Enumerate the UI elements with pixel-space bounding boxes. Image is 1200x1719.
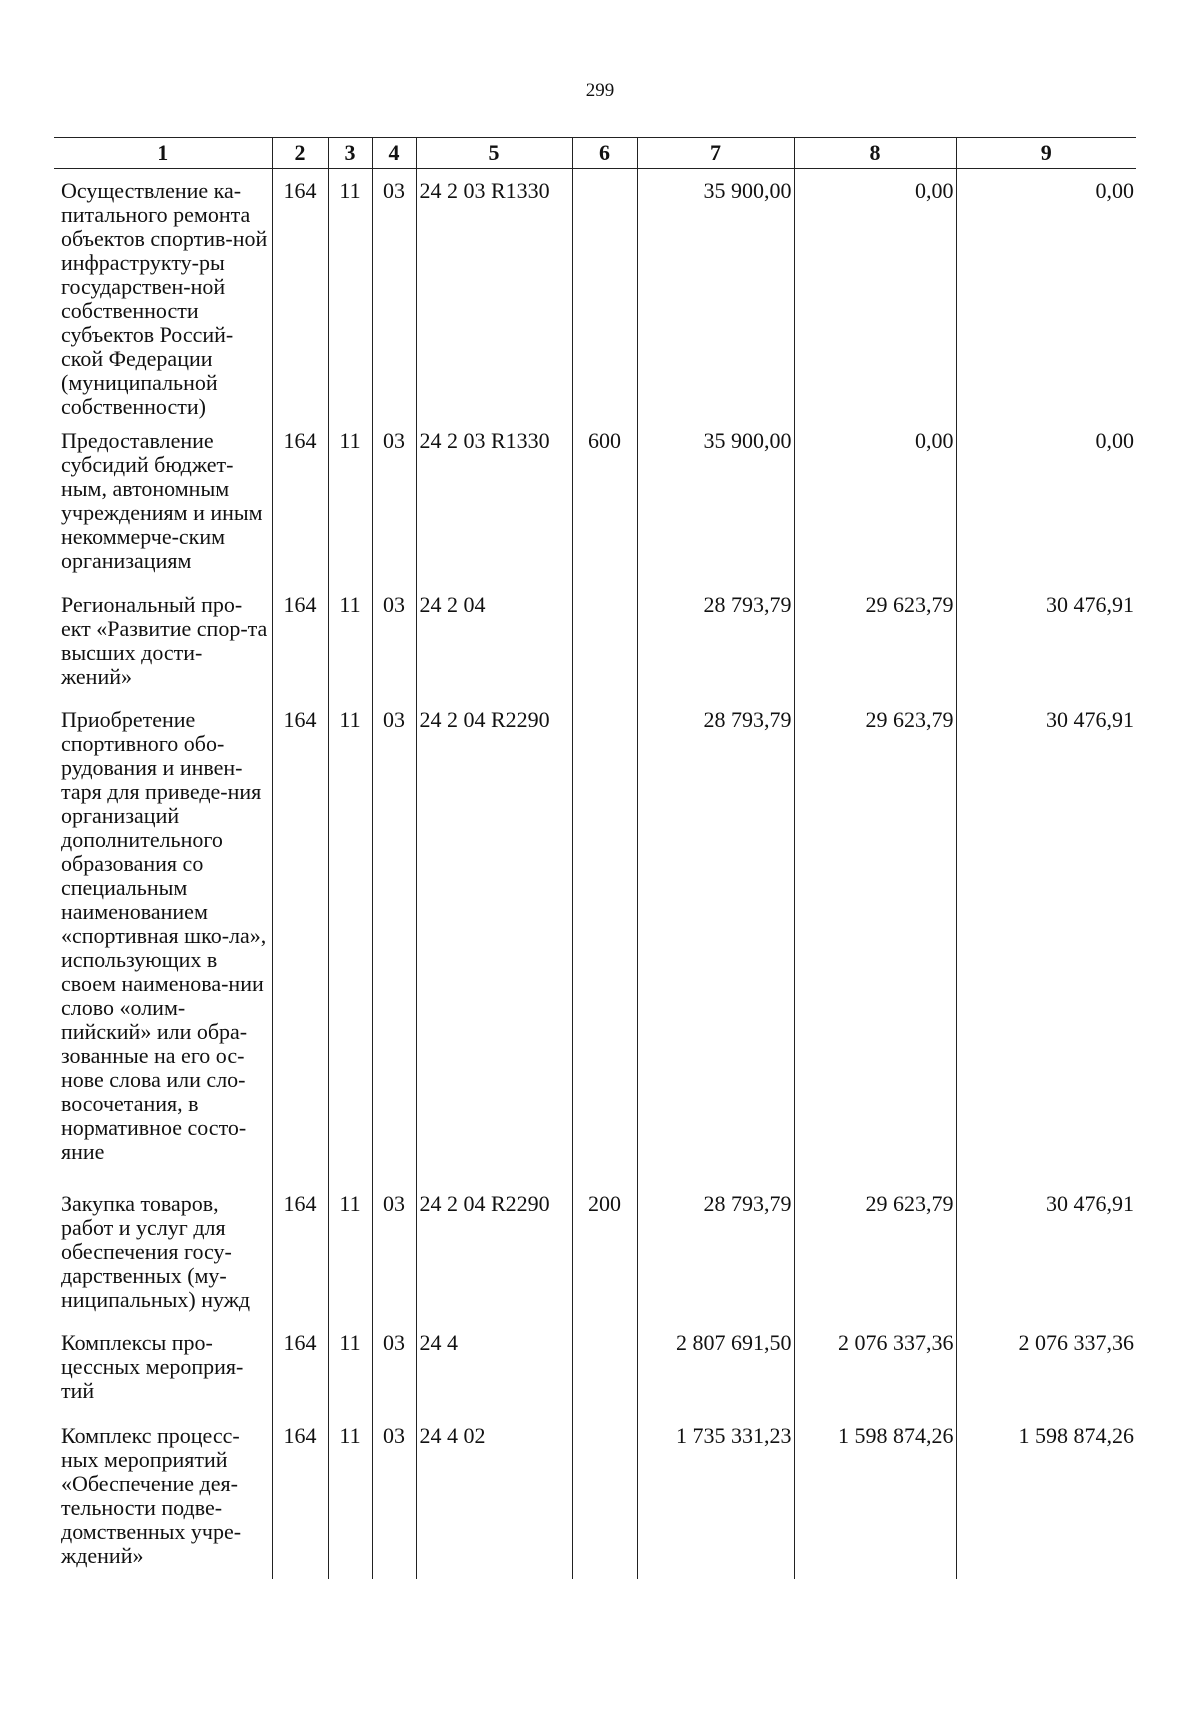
column-header-1: 1 [54, 138, 272, 169]
cell-col2: 164 [272, 583, 328, 698]
column-header-9: 9 [956, 138, 1136, 169]
cell-col7: 1 735 331,23 [637, 1414, 794, 1579]
cell-col7: 2 807 691,50 [637, 1321, 794, 1414]
cell-col3: 11 [328, 169, 372, 420]
cell-col6 [572, 1321, 637, 1414]
cell-col4: 03 [372, 419, 416, 583]
cell-col9: 0,00 [956, 419, 1136, 583]
cell-col3: 11 [328, 583, 372, 698]
cell-col3: 11 [328, 1414, 372, 1579]
cell-col5: 24 2 03 R1330 [416, 419, 572, 583]
budget-table-container [54, 137, 1136, 1579]
cell-col4: 03 [372, 169, 416, 420]
cell-col8: 29 623,79 [794, 583, 956, 698]
cell-col4: 03 [372, 1182, 416, 1321]
cell-col4: 03 [372, 698, 416, 1182]
table-row [54, 1414, 1136, 1579]
cell-col8: 0,00 [794, 169, 956, 420]
cell-col5: 24 2 04 R2290 [416, 1182, 572, 1321]
cell-col2: 164 [272, 1182, 328, 1321]
header-row [54, 138, 1136, 169]
cell-col6: 600 [572, 419, 637, 583]
cell-col9: 0,00 [956, 169, 1136, 420]
table-row [54, 169, 1136, 420]
cell-col2: 164 [272, 419, 328, 583]
column-header-3: 3 [328, 138, 372, 169]
cell-col8: 1 598 874,26 [794, 1414, 956, 1579]
cell-col7: 35 900,00 [637, 169, 794, 420]
cell-col3: 11 [328, 698, 372, 1182]
cell-col2: 164 [272, 169, 328, 420]
cell-col5: 24 2 04 R2290 [416, 698, 572, 1182]
cell-col5: 24 4 02 [416, 1414, 572, 1579]
row-name: Предоставление субсидий бюджет-ным, автономным учреждениям и иным некоммерче-ским организациям [61, 428, 263, 573]
table-row [54, 419, 1136, 583]
column-header-2: 2 [272, 138, 328, 169]
table-row [54, 698, 1136, 1182]
row-name: Осуществление ка-питального ремонта объектов спортив-ной инфраструкту-ры государствен-ной собственности субъектов Россий-ской Федерации (муниципальной собственности) [61, 178, 268, 419]
cell-col9: 1 598 874,26 [956, 1414, 1136, 1579]
cell-col2: 164 [272, 1414, 328, 1579]
cell-col8: 29 623,79 [794, 698, 956, 1182]
cell-col6 [572, 169, 637, 420]
cell-col5: 24 2 03 R1330 [416, 169, 572, 420]
column-header-8: 8 [794, 138, 956, 169]
cell-col6 [572, 1414, 637, 1579]
cell-col9: 2 076 337,36 [956, 1321, 1136, 1414]
column-header-7: 7 [637, 138, 794, 169]
cell-col2: 164 [272, 698, 328, 1182]
budget-table [54, 137, 1136, 1579]
cell-col4: 03 [372, 1321, 416, 1414]
cell-col8: 0,00 [794, 419, 956, 583]
cell-col4: 03 [372, 1414, 416, 1579]
row-name: Комплексы про-цессных мероприя-тий [61, 1330, 244, 1403]
row-name: Закупка товаров, работ и услуг для обеспечения госу-дарственных (му-ниципальных) нужд [61, 1191, 251, 1312]
cell-col3: 11 [328, 419, 372, 583]
column-header-4: 4 [372, 138, 416, 169]
cell-col3: 11 [328, 1182, 372, 1321]
cell-col6 [572, 698, 637, 1182]
table-row [54, 583, 1136, 698]
cell-col9: 30 476,91 [956, 698, 1136, 1182]
cell-col8: 2 076 337,36 [794, 1321, 956, 1414]
cell-col3: 11 [328, 1321, 372, 1414]
cell-col2: 164 [272, 1321, 328, 1414]
cell-col5: 24 4 [416, 1321, 572, 1414]
cell-col7: 28 793,79 [637, 583, 794, 698]
cell-col7: 28 793,79 [637, 1182, 794, 1321]
cell-col4: 03 [372, 583, 416, 698]
column-header-5: 5 [416, 138, 572, 169]
cell-col8: 29 623,79 [794, 1182, 956, 1321]
table-row [54, 1321, 1136, 1414]
cell-col9: 30 476,91 [956, 1182, 1136, 1321]
cell-col6: 200 [572, 1182, 637, 1321]
column-header-6: 6 [572, 138, 637, 169]
cell-col6 [572, 583, 637, 698]
cell-col7: 35 900,00 [637, 419, 794, 583]
page-number: 299 [585, 80, 615, 101]
row-name: Региональный про-ект «Развитие спор-та высших дости-жений» [61, 592, 268, 689]
cell-col9: 30 476,91 [956, 583, 1136, 698]
cell-col7: 28 793,79 [637, 698, 794, 1182]
row-name: Комплекс процесс-ных мероприятий «Обеспечение дея-тельности подве-домственных учре-ждений» [61, 1423, 242, 1568]
cell-col5: 24 2 04 [416, 583, 572, 698]
table-row [54, 1182, 1136, 1321]
row-name: Приобретение спортивного обо-рудования и инвен-таря для приведе-ния организаций дополнительного образования со специальным наименованием «спортивная шко-ла», использующих в своем наименова-нии слово «олим-пийский» или обра-зованные на его ос-нове слова или сло-восочетания, в нормативное состо-яние [61, 707, 267, 1164]
